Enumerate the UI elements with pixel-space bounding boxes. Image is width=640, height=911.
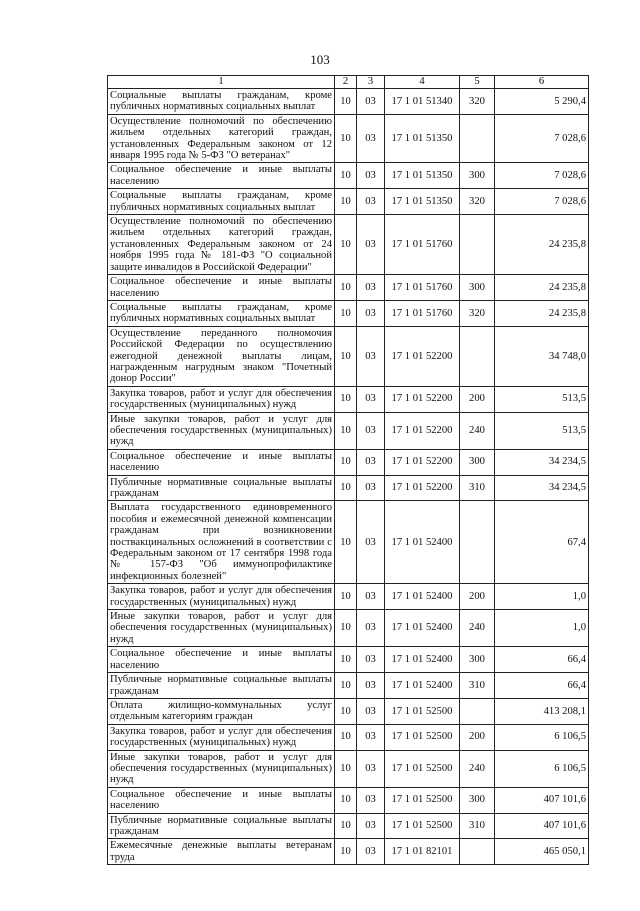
table-row xyxy=(108,300,589,326)
row-name-cell: Публичные нормативные социальные выплаты гражданам xyxy=(108,813,335,839)
row-amount-cell: 6 106,5 xyxy=(495,724,589,750)
row-name-cell: Социальные выплаты гражданам, кроме публичных нормативных социальных выплат xyxy=(108,89,335,115)
row-subsection-cell: 03 xyxy=(357,114,385,163)
row-subsection-cell: 03 xyxy=(357,215,385,275)
row-name-cell: Социальное обеспечение и иные выплаты населению xyxy=(108,275,335,301)
row-name-cell: Социальное обеспечение и иные выплаты населению xyxy=(108,787,335,813)
row-target-article-cell: 17 1 01 51350 xyxy=(385,114,460,163)
row-subsection-cell: 03 xyxy=(357,610,385,647)
row-section-cell: 10 xyxy=(335,449,357,475)
row-name-cell: Осуществление переданного полномочия Российской Федерации по осуществлению ежегодной денежной выплаты лицам, награжденным нагрудным знаком "Почетный донор России" xyxy=(108,326,335,386)
row-expense-type-cell: 310 xyxy=(460,475,495,501)
row-section-cell: 10 xyxy=(335,501,357,584)
row-expense-type-cell: 300 xyxy=(460,163,495,189)
row-expense-type-cell: 200 xyxy=(460,584,495,610)
row-name-cell: Осуществление полномочий по обеспечению жильем отдельных категорий граждан, установленных Федеральным законом от 12 января 1995 года № 5-ФЗ "О ветеранах" xyxy=(108,114,335,163)
row-section-cell: 10 xyxy=(335,326,357,386)
row-expense-type-cell: 240 xyxy=(460,750,495,787)
table-row xyxy=(108,673,589,699)
row-name-cell: Публичные нормативные социальные выплаты гражданам xyxy=(108,475,335,501)
row-subsection-cell: 03 xyxy=(357,647,385,673)
row-amount-cell: 5 290,4 xyxy=(495,89,589,115)
header-col-1: 1 xyxy=(108,76,335,89)
row-section-cell: 10 xyxy=(335,412,357,449)
row-subsection-cell: 03 xyxy=(357,449,385,475)
row-amount-cell: 67,4 xyxy=(495,501,589,584)
row-target-article-cell: 17 1 01 52200 xyxy=(385,449,460,475)
table-row xyxy=(108,787,589,813)
row-section-cell: 10 xyxy=(335,647,357,673)
table-row xyxy=(108,386,589,412)
row-name-cell: Выплата государственного единовременного пособия и ежемесячной денежной компенсации гражданам при возникновении поствакцинальных осложнений в соответствии с Федеральным законом от 17 сентября 1998 года № 157-ФЗ "Об иммунопрофилактике инфекционных болезней" xyxy=(108,501,335,584)
row-amount-cell: 6 106,5 xyxy=(495,750,589,787)
row-target-article-cell: 17 1 01 52500 xyxy=(385,698,460,724)
row-amount-cell: 413 208,1 xyxy=(495,698,589,724)
budget-table xyxy=(107,75,589,865)
row-target-article-cell: 17 1 01 52200 xyxy=(385,326,460,386)
row-expense-type-cell: 310 xyxy=(460,673,495,699)
row-subsection-cell: 03 xyxy=(357,275,385,301)
row-expense-type-cell: 320 xyxy=(460,300,495,326)
row-section-cell: 10 xyxy=(335,787,357,813)
row-section-cell: 10 xyxy=(335,584,357,610)
row-subsection-cell: 03 xyxy=(357,724,385,750)
row-expense-type-cell: 310 xyxy=(460,813,495,839)
row-section-cell: 10 xyxy=(335,673,357,699)
row-section-cell: 10 xyxy=(335,839,357,865)
table-row xyxy=(108,449,589,475)
table-row xyxy=(108,647,589,673)
row-amount-cell: 66,4 xyxy=(495,647,589,673)
row-subsection-cell: 03 xyxy=(357,501,385,584)
row-name-cell: Публичные нормативные социальные выплаты гражданам xyxy=(108,673,335,699)
row-expense-type-cell: 320 xyxy=(460,89,495,115)
row-target-article-cell: 17 1 01 51340 xyxy=(385,89,460,115)
table-row xyxy=(108,163,589,189)
table-row xyxy=(108,839,589,865)
row-target-article-cell: 17 1 01 52200 xyxy=(385,386,460,412)
row-expense-type-cell: 300 xyxy=(460,275,495,301)
row-expense-type-cell: 240 xyxy=(460,610,495,647)
row-name-cell: Социальное обеспечение и иные выплаты населению xyxy=(108,449,335,475)
row-subsection-cell: 03 xyxy=(357,89,385,115)
table-row xyxy=(108,724,589,750)
row-expense-type-cell xyxy=(460,698,495,724)
header-col-4: 4 xyxy=(385,76,460,89)
table-row xyxy=(108,501,589,584)
row-target-article-cell: 17 1 01 52500 xyxy=(385,813,460,839)
row-subsection-cell: 03 xyxy=(357,787,385,813)
table-row xyxy=(108,475,589,501)
row-expense-type-cell: 300 xyxy=(460,647,495,673)
row-amount-cell: 34 234,5 xyxy=(495,475,589,501)
header-col-3: 3 xyxy=(357,76,385,89)
row-expense-type-cell xyxy=(460,501,495,584)
row-subsection-cell: 03 xyxy=(357,698,385,724)
row-target-article-cell: 17 1 01 52500 xyxy=(385,787,460,813)
page-number: 103 xyxy=(310,52,330,67)
row-expense-type-cell: 300 xyxy=(460,787,495,813)
row-expense-type-cell xyxy=(460,326,495,386)
table-row xyxy=(108,275,589,301)
row-subsection-cell: 03 xyxy=(357,475,385,501)
row-subsection-cell: 03 xyxy=(357,300,385,326)
row-amount-cell: 34 748,0 xyxy=(495,326,589,386)
row-subsection-cell: 03 xyxy=(357,386,385,412)
header-col-5: 5 xyxy=(460,76,495,89)
row-amount-cell: 7 028,6 xyxy=(495,163,589,189)
row-name-cell: Социальные выплаты гражданам, кроме публичных нормативных социальных выплат xyxy=(108,189,335,215)
row-amount-cell: 1,0 xyxy=(495,610,589,647)
row-name-cell: Социальные выплаты гражданам, кроме публичных нормативных социальных выплат xyxy=(108,300,335,326)
row-subsection-cell: 03 xyxy=(357,326,385,386)
row-section-cell: 10 xyxy=(335,189,357,215)
header-col-6: 6 xyxy=(495,76,589,89)
row-name-cell: Закупка товаров, работ и услуг для обеспечения государственных (муниципальных) нужд xyxy=(108,584,335,610)
row-section-cell: 10 xyxy=(335,114,357,163)
row-target-article-cell: 17 1 01 82101 xyxy=(385,839,460,865)
table-row xyxy=(108,189,589,215)
table-row xyxy=(108,610,589,647)
row-amount-cell: 513,5 xyxy=(495,386,589,412)
row-name-cell: Ежемесячные денежные выплаты ветеранам труда xyxy=(108,839,335,865)
row-name-cell: Иные закупки товаров, работ и услуг для обеспечения государственных (муниципальных) нужд xyxy=(108,412,335,449)
row-amount-cell: 24 235,8 xyxy=(495,215,589,275)
row-subsection-cell: 03 xyxy=(357,839,385,865)
header-col-2: 2 xyxy=(335,76,357,89)
row-expense-type-cell: 200 xyxy=(460,724,495,750)
row-section-cell: 10 xyxy=(335,215,357,275)
header-row xyxy=(108,76,589,89)
row-section-cell: 10 xyxy=(335,610,357,647)
row-section-cell: 10 xyxy=(335,163,357,189)
table-row xyxy=(108,89,589,115)
table-row xyxy=(108,326,589,386)
table-row xyxy=(108,412,589,449)
table-row xyxy=(108,750,589,787)
row-expense-type-cell: 240 xyxy=(460,412,495,449)
row-amount-cell: 34 234,5 xyxy=(495,449,589,475)
row-section-cell: 10 xyxy=(335,89,357,115)
row-name-cell: Иные закупки товаров, работ и услуг для обеспечения государственных (муниципальных) нужд xyxy=(108,750,335,787)
row-name-cell: Социальное обеспечение и иные выплаты населению xyxy=(108,163,335,189)
row-expense-type-cell xyxy=(460,215,495,275)
row-amount-cell: 24 235,8 xyxy=(495,275,589,301)
row-amount-cell: 407 101,6 xyxy=(495,813,589,839)
row-section-cell: 10 xyxy=(335,300,357,326)
row-amount-cell: 407 101,6 xyxy=(495,787,589,813)
row-subsection-cell: 03 xyxy=(357,163,385,189)
row-target-article-cell: 17 1 01 52200 xyxy=(385,475,460,501)
row-expense-type-cell: 300 xyxy=(460,449,495,475)
row-expense-type-cell: 320 xyxy=(460,189,495,215)
row-subsection-cell: 03 xyxy=(357,584,385,610)
row-target-article-cell: 17 1 01 52400 xyxy=(385,610,460,647)
row-subsection-cell: 03 xyxy=(357,813,385,839)
row-amount-cell: 465 050,1 xyxy=(495,839,589,865)
row-subsection-cell: 03 xyxy=(357,412,385,449)
row-target-article-cell: 17 1 01 51350 xyxy=(385,189,460,215)
row-target-article-cell: 17 1 01 52500 xyxy=(385,750,460,787)
table-row xyxy=(108,215,589,275)
row-name-cell: Социальное обеспечение и иные выплаты населению xyxy=(108,647,335,673)
row-expense-type-cell xyxy=(460,114,495,163)
row-section-cell: 10 xyxy=(335,750,357,787)
row-subsection-cell: 03 xyxy=(357,189,385,215)
row-amount-cell: 513,5 xyxy=(495,412,589,449)
row-section-cell: 10 xyxy=(335,386,357,412)
row-name-cell: Иные закупки товаров, работ и услуг для обеспечения государственных (муниципальных) нужд xyxy=(108,610,335,647)
row-amount-cell: 24 235,8 xyxy=(495,300,589,326)
row-amount-cell: 7 028,6 xyxy=(495,114,589,163)
row-target-article-cell: 17 1 01 51760 xyxy=(385,300,460,326)
table-row xyxy=(108,698,589,724)
row-expense-type-cell xyxy=(460,839,495,865)
table-body xyxy=(108,89,589,865)
row-amount-cell: 66,4 xyxy=(495,673,589,699)
row-name-cell: Закупка товаров, работ и услуг для обеспечения государственных (муниципальных) нужд xyxy=(108,724,335,750)
table-row xyxy=(108,584,589,610)
table-header xyxy=(108,76,589,89)
row-expense-type-cell: 200 xyxy=(460,386,495,412)
row-target-article-cell: 17 1 01 52400 xyxy=(385,647,460,673)
row-target-article-cell: 17 1 01 51350 xyxy=(385,163,460,189)
row-amount-cell: 7 028,6 xyxy=(495,189,589,215)
row-amount-cell: 1,0 xyxy=(495,584,589,610)
row-section-cell: 10 xyxy=(335,698,357,724)
row-target-article-cell: 17 1 01 52200 xyxy=(385,412,460,449)
row-name-cell: Осуществление полномочий по обеспечению жильем отдельных категорий граждан, установленных Федеральным законом от 24 ноября 1995 года № 181-ФЗ "О социальной защите инвалидов в Российской Федерации" xyxy=(108,215,335,275)
row-target-article-cell: 17 1 01 52400 xyxy=(385,584,460,610)
row-name-cell: Оплата жилищно-коммунальных услуг отдельным категориям граждан xyxy=(108,698,335,724)
row-section-cell: 10 xyxy=(335,475,357,501)
row-target-article-cell: 17 1 01 52400 xyxy=(385,501,460,584)
row-section-cell: 10 xyxy=(335,275,357,301)
row-target-article-cell: 17 1 01 52400 xyxy=(385,673,460,699)
table-row xyxy=(108,114,589,163)
row-subsection-cell: 03 xyxy=(357,750,385,787)
table-row xyxy=(108,813,589,839)
row-name-cell: Закупка товаров, работ и услуг для обеспечения государственных (муниципальных) нужд xyxy=(108,386,335,412)
row-target-article-cell: 17 1 01 51760 xyxy=(385,215,460,275)
row-section-cell: 10 xyxy=(335,813,357,839)
row-subsection-cell: 03 xyxy=(357,673,385,699)
row-target-article-cell: 17 1 01 51760 xyxy=(385,275,460,301)
row-target-article-cell: 17 1 01 52500 xyxy=(385,724,460,750)
row-section-cell: 10 xyxy=(335,724,357,750)
